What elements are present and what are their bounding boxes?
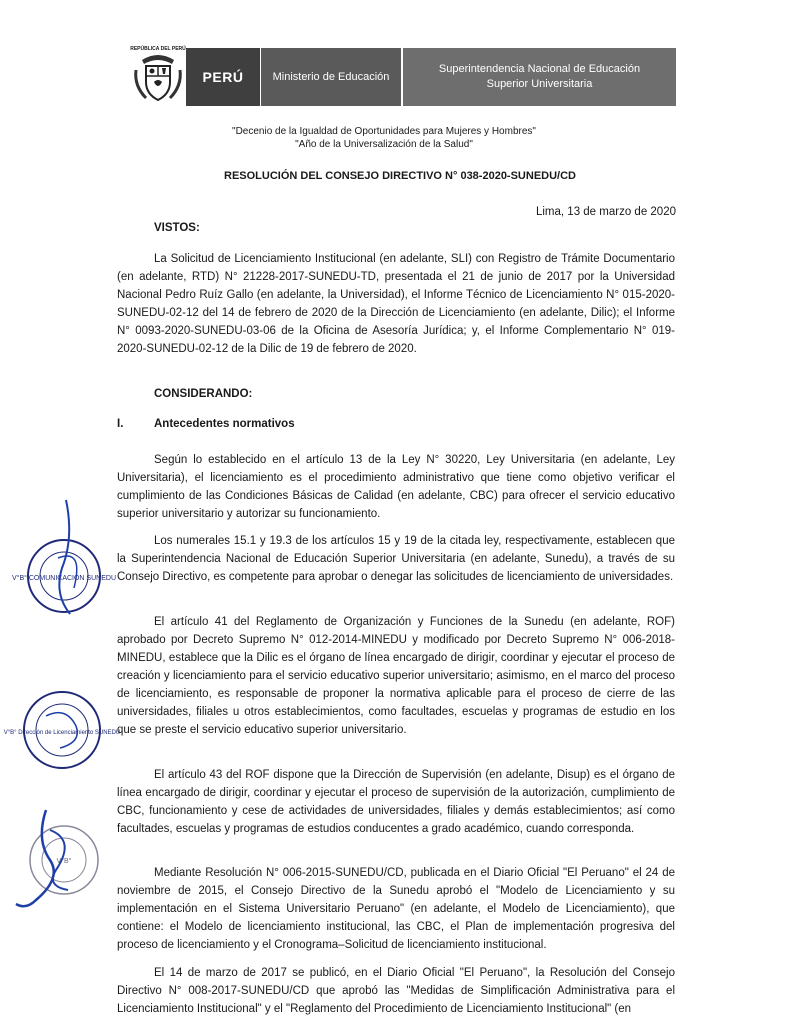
considerando-heading: CONSIDERANDO: <box>154 388 253 400</box>
paragraph-3: El artículo 41 del Reglamento de Organización y Funciones de la Sunedu (en adelante, ROF) aprobado por Decreto Supremo N° 012-2014-MINEDU y modificado por Decreto Supremo N° 006-2018-MINEDU, establece que la Dilic es el órgano de línea encargado de dirigir, coordinar y ejecutar el proceso de creación y licenciamiento para el servicio educativo superior universitario; asimismo, en el marco del proceso de licenciamiento, es responsable de proponer la normativa aplicable para el proceso de cierre de las universidades, filiales u otros establecimientos, como facultades, escuelas y programas de estudio en los que se preste el servicio educativo superior universitario. <box>117 616 675 736</box>
section-title: Antecedentes normativos <box>154 418 295 430</box>
motto-line-1: "Decenio de la Igualdad de Oportunidades para Mujeres y Hombres" <box>232 126 536 137</box>
document-date: Lima, 13 de marzo de 2020 <box>535 206 676 218</box>
motto <box>0 125 768 151</box>
paragraph-1: Según lo establecido en el artículo 13 de la Ley N° 30220, Ley Universitaria (en adelante, Ley Universitaria), el licenciamiento es el procedimiento administrativo que tiene como objetivo verificar el cumplimiento de las Condiciones Básicas de Calidad (en adelante, CBC) para ofrecer el servicio educativo superior universitario y autorizar su funcionamiento. <box>117 454 675 520</box>
approval-stamp-3 <box>6 800 116 920</box>
institutional-header <box>130 44 676 108</box>
section-number: I. <box>117 418 124 430</box>
agency-label: Superintendencia Nacional de Educación Superior Universitaria <box>403 48 676 106</box>
paragraph-5: Mediante Resolución N° 006-2015-SUNEDU/CD, publicada en el Diario Oficial "El Peruano" el 24 de noviembre de 2015, el Consejo Directivo de la Sunedu aprobó el "Modelo de Licenciamiento y su implementación en el Sistema Universitario Peruano" (en adelante, el Modelo de Licenciamiento), que contiene: el Modelo de licenciamiento institucional, las CBC, el Plan de implementación progresiva del proceso de licenciamiento y el Cronograma–Solicitud de licenciamiento institucional. <box>117 867 675 951</box>
paragraph-4: El artículo 43 del ROF dispone que la Dirección de Supervisión (en adelante, Disup) es el órgano de línea encargado de dirigir, coordinar y ejecutar el proceso de supervisión de la autorización, cumplimiento de CBC, funcionamiento y cese de actividades de universidades, filiales y demás establecimientos; así como facultades, escuelas y programas de estudios conducentes a grado académico, cuando corresponda. <box>117 769 675 835</box>
paragraph-2: Los numerales 15.1 y 19.3 de los artículos 15 y 19 de la citada ley, respectivamente, establecen que la Superintendencia Nacional de Educación Superior Universitaria (en adelante, Sunedu), a través de su Consejo Directivo, es competente para aprobar o denegar las solicitudes de licenciamiento de universidades. <box>117 535 675 583</box>
country-label: PERÚ <box>186 48 260 106</box>
resolution-title: RESOLUCIÓN DEL CONSEJO DIRECTIVO N° 038-2020-SUNEDU/CD <box>224 170 576 182</box>
paragraph-6: El 14 de marzo de 2017 se publicó, en el Diario Oficial "El Peruano", la Resolución del Consejo Directivo N° 008-2017-SUNEDU/CD que aprobó las "Medidas de Simplificación Administrativa para el Licenciamiento Institucional" y el "Reglamento del Procedimiento de Licenciamiento Institucional" (en <box>117 967 675 1015</box>
stamp-3-text: V°B° <box>56 858 72 865</box>
crest-label: REPÚBLICA DEL PERÚ <box>130 46 186 52</box>
approval-stamp-2 <box>3 686 121 776</box>
stamp-2-text: V°B° Dirección de Licenciamiento SUNEDU <box>3 730 121 736</box>
motto-line-2: "Año de la Universalización de la Salud" <box>295 139 473 150</box>
coat-of-arms-icon <box>132 46 184 106</box>
approval-stamp-1 <box>14 498 118 618</box>
vistos-heading: VISTOS: <box>154 222 200 234</box>
stamp-1-text: V°B° COMUNICACIÓN SUNEDU <box>12 575 116 582</box>
ministry-label: Ministerio de Educación <box>261 48 401 106</box>
vistos-paragraph: La Solicitud de Licenciamiento Institucional (en adelante, SLI) con Registro de Trámite Documentario (en adelante, RTD) N° 21228-2017-SUNEDU-TD, presentada el 21 de junio de 2017 por la Universidad Nacional Pedro Ruíz Gallo (en adelante, la Universidad), el Informe Técnico de Licenciamiento N° 015-2020-SUNEDU-02-12 del 14 de febrero de 2020 de la Dirección de Licenciamiento (en adelante, Dilic); el Informe N° 0093-2020-SUNEDU-03-06 de la Oficina de Asesoría Jurídica; y, el Informe Complementario N° 019-2020-SUNEDU-02-12 de la Dilic de 19 de febrero de 2020. <box>117 253 675 355</box>
